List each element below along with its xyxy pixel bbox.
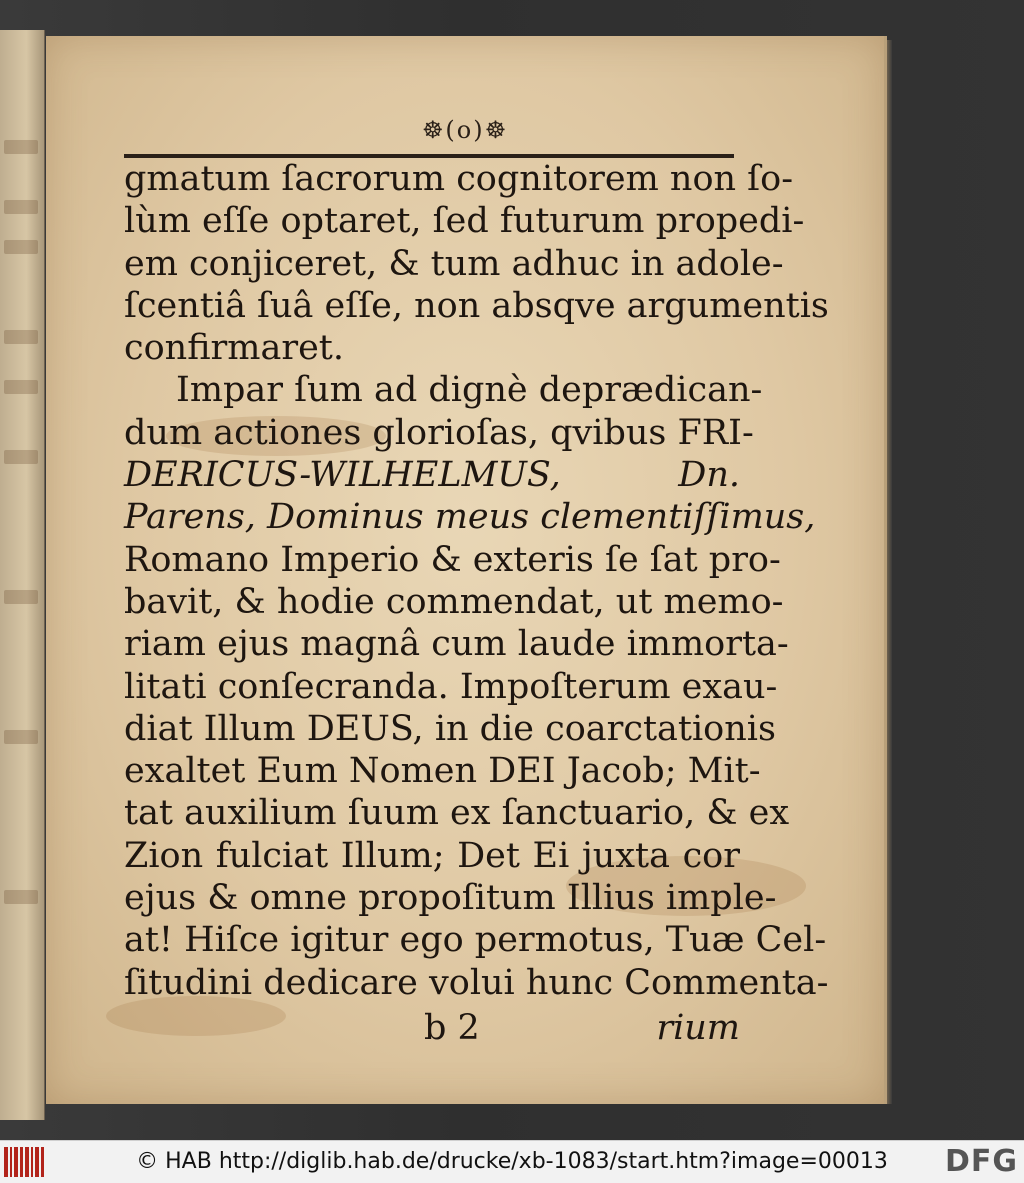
page-header-ornament: ☸(o)☸	[421, 116, 509, 144]
text-line: ſitudini dedicare volui hunc Commenta-	[124, 962, 829, 1003]
body-text	[124, 158, 829, 1004]
text-line: litati conſecranda. Impoſterum exau-	[124, 666, 778, 707]
text-line: tat auxilium ſuum ex ſanctuario, & ex	[124, 793, 790, 834]
viewer-footer-bar	[0, 1140, 1024, 1183]
bleed-through-mark	[4, 590, 38, 604]
text-line: Parens, Dominus meus clementiſſimus,	[124, 497, 816, 538]
text-line: dum actiones glorioſas, qvibus FRI-	[124, 412, 754, 453]
text-line: at! Hiſce igitur ego permotus, Tuæ Cel-	[124, 920, 827, 961]
bleed-through-mark	[4, 380, 38, 394]
bleed-through-mark	[4, 450, 38, 464]
dfg-logo: DFG	[944, 1144, 1018, 1179]
bleed-through-mark	[4, 240, 38, 254]
text-line: confirmaret.	[124, 328, 344, 369]
text-line: Impar ſum ad dignè deprædican-	[176, 370, 763, 411]
text-line: riam ejus magnâ cum laude immorta-	[124, 624, 789, 665]
page-footer	[124, 1008, 740, 1052]
text-line: Romano Imperio & exteris ſe ſat pro-	[124, 539, 781, 580]
text-line: gmatum ſacrorum cognitorem non ſo-	[124, 159, 794, 199]
signature-mark: b 2	[424, 1008, 480, 1048]
bleed-through-mark	[4, 890, 38, 904]
text-line: lùm eſſe optaret, ſed futurum propedi-	[124, 201, 805, 242]
text-line: Zion fulciat Illum; Det Ei juxta cor	[124, 835, 740, 876]
text-line: DERICUS-WILHELMUS, Dn.	[124, 455, 740, 496]
bleed-through-mark	[4, 330, 38, 344]
bleed-through-mark	[4, 730, 38, 744]
catchword: rium	[656, 1008, 740, 1048]
text-line: exaltet Eum Nomen DEI Jacob; Mit-	[124, 751, 761, 792]
copyright-url[interactable]: © HAB http://diglib.hab.de/drucke/xb-1083/start.htm?image=00013	[136, 1149, 888, 1174]
text-line: em conjiceret, & tum adhuc in adole-	[124, 243, 784, 284]
book-page	[46, 36, 887, 1104]
bleed-through-mark	[4, 140, 38, 154]
text-line: bavit, & hodie commendat, ut memo-	[124, 581, 784, 622]
text-line: ejus & omne propoſitum Illius imple-	[124, 878, 777, 919]
bleed-through-mark	[4, 200, 38, 214]
text-line: diat Illum DEUS, in die coarctationis	[124, 708, 776, 749]
text-line: ſcentiâ ſuâ eſſe, non absqve argumentis	[124, 285, 829, 326]
adjacent-page-edge	[0, 30, 45, 1120]
